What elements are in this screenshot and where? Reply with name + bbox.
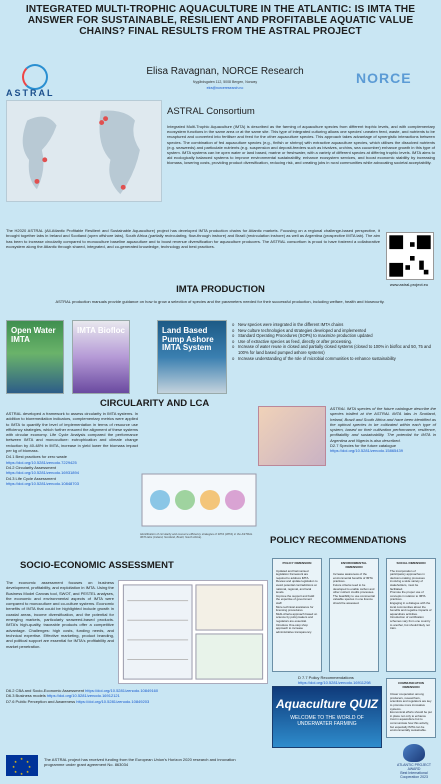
socio-deliverables bbox=[6, 688, 266, 704]
deliverable-label: D6.2 CBA and Socio-Economic Assessment bbox=[6, 688, 85, 693]
socio-text: The economic assessment focuses on business development, profitability, and exploitation in IMTA. Using the Business Model Canvas tool, SWOT, and PESTEL analyses, the economic and environmental aspects of IMTA were compared to monoculture and co-culture systems. Economic benefits of IMTA that could be highlighted include growth in coastal areas, income diversification, and the potential for emerging markets, particularly seaweed-based products. IMTA's high-quality, traceable products offer a competitive advantage. Challenges: high costs, funding needs, and technical expertise. Effective marketing, product branding, and political support are essential for IMTA's profitability and market penetration. bbox=[6, 580, 114, 649]
list-item: The feasibility to use commercial valuable species in one licence should be assessed. bbox=[333, 593, 375, 605]
environmental-dimension-card bbox=[329, 558, 379, 672]
business-model-canvas-figure bbox=[118, 580, 268, 684]
circularity-caption: Identification of circularity and resource efficiency strategies of IMTA (IMTA) in the ASTRAL IMTA labs (Ireland, Scotland, Brazil, South Africa). bbox=[140, 532, 253, 540]
deliverable-label: D4.2 Circularity Assessment bbox=[6, 464, 57, 470]
norce-logo-text: NORCE bbox=[356, 70, 412, 86]
funding-text: The ASTRAL project has received funding from the European Union's Horizon 2020 research and innovation programme under grant agreement No. 863034 bbox=[44, 757, 236, 768]
manual-title: Open Water IMTA bbox=[11, 326, 56, 344]
policy-deliverable bbox=[298, 675, 371, 686]
poster-title: INTEGRATED MULTI-TROPHIC AQUACULTURE IN THE ATLANTIC: IS IMTA THE ANSWER FOR SUSTAINABLE, RESILIENT AND PROFITABLE AQUATIC VALUE CHAINS? FINAL RESULTS FROM THE ASTRAL PROJECT bbox=[25, 4, 416, 37]
card-title: SOCIAL DIMENSION bbox=[396, 561, 426, 565]
species-deliverable: D2.7 Species for the future catalogue bbox=[330, 443, 397, 449]
imta-bullets bbox=[232, 322, 437, 361]
eu-flag-icon: ★ ★ ★ ★ ★ ★ ★ ★ bbox=[6, 755, 38, 776]
website-link[interactable]: www.astral-project.eu bbox=[389, 282, 429, 287]
list-item: Review and update legislation to avoid potential contradictions at national, regional, and local levels. bbox=[276, 579, 318, 595]
astral-logo bbox=[6, 62, 68, 96]
deliverable-link[interactable]: https://doi.org/10.5281/zenodo.10849160 bbox=[85, 688, 159, 693]
list-item: Increase awareness of the environmental benefits of IMTA practices. bbox=[333, 572, 373, 584]
aquaculture-quiz-banner[interactable] bbox=[272, 686, 382, 748]
list-item: Future criteria need to be developed to enable carbon and other nutrient credits processes. bbox=[333, 582, 375, 595]
deliverable-link[interactable]: https://doi.org/10.5281/zenodo.16912121 bbox=[46, 693, 120, 699]
list-item: Introduction of certification schemes vary from one country to another, but should likely not train. bbox=[390, 615, 431, 631]
award-caption: Best International Cooperation 2023 bbox=[400, 771, 428, 779]
list-item: o Increase of water reuse in closed and partially closed systems (closed to 100% in biofloc and 50, 75 and 100% for land based pumped ashore systems) bbox=[232, 344, 437, 355]
circularity-heading: CIRCULARITY AND LCA bbox=[100, 398, 210, 409]
list-item: Economical efforts should be put in place not only to enhance trust in aquaculture but to communicate how this activity, but especially IMTA can be environmentally sustainable. bbox=[390, 710, 432, 733]
astral-logo-icon bbox=[22, 64, 48, 90]
deliverable-link[interactable]: https://doi.org/10.5281/zenodo.10849203 bbox=[76, 698, 150, 704]
quiz-subtitle: WELCOME TO THE WORLD OF UNDERWATER FARMING bbox=[290, 715, 364, 727]
quiz-title: Aquaculture QUIZ bbox=[275, 697, 378, 711]
astral-logo-text: ASTRAL bbox=[6, 88, 55, 98]
deliverable-link[interactable]: https://doi.org/10.5281/zenodo.7229425 bbox=[6, 459, 77, 465]
consortium-heading: ASTRAL Consortium bbox=[167, 106, 255, 117]
deliverable-link[interactable]: https://doi.org/10.5281/zenodo.16911298 bbox=[298, 680, 371, 686]
card-title: COMMUNICATION DIMENSION bbox=[398, 681, 424, 689]
list-item: Multi-criteria approach based on science by policymakers and regulators are essential. bbox=[276, 611, 318, 623]
circularity-figure bbox=[140, 470, 258, 530]
award-name: ATLANTIC PROJECT AWARD bbox=[397, 763, 431, 771]
list-item: Introduce One-stop shop approach to increase administrative transparency. bbox=[276, 622, 312, 634]
manual-open-water[interactable] bbox=[6, 320, 64, 394]
deliverable-link[interactable]: https://doi.org/10.5281/zenodo.10848703 bbox=[6, 480, 79, 486]
imta-heading: IMTA PRODUCTION bbox=[176, 284, 265, 295]
socio-heading: SOCIO-ECONOMIC ASSESSMENT bbox=[20, 560, 174, 571]
deliverable-label: D4.3 Life Cycle Assessment bbox=[6, 475, 56, 481]
author-email[interactable]: elra@norceresearch.no bbox=[206, 86, 244, 90]
footer bbox=[6, 753, 256, 779]
consortium-text: Integrated Multi-Trophic Aquaculture (IMTA) is described as the farming of aquaculture species from different trophic levels, and with complementary ecosystem functions in the same area or at the same site. This type of integrated culturing allows one species' uneaten feed, waste, and nutrients to be recaptured and converted into fertiliser and feed for the other aquaculture species. This approach takes advantage of synergistic interactions between species. The combination of fed aquaculture species (e.g., finfish or shrimp) with extractive aquaculture species, which utilises the dissolved nutrients (e.g. seaweeds) and particulate nutrients (e.g. suspension and deposit-feeders such as bivalves, urchins, sea cucumber) enhance growth in this type of system. IMTA systems can be open water or land based, marine or freshwater, with a variety of different species at differing trophic levels. IMTA aims to aid ecologically balanced systems to improve environmental sustainability, enhance ecosystem services, and boost economic stability by increasing biomass, lowering costs, providing product diversification, reducing risk, and creating jobs in rural communities while advocating societal acceptability. bbox=[167, 124, 435, 166]
card-title: ENVIRONMENTAL DIMENSION bbox=[341, 561, 367, 569]
list-item: More technical assistance for licensing procedures. bbox=[276, 604, 314, 613]
list-item: Improve the support and build the expertise of government staff. bbox=[276, 593, 315, 605]
list-item: The incorporation of participatory approaches in decision-making processes involving a wide variety of stakeholders, must be facilitated. bbox=[390, 568, 425, 591]
species-catalogue-cover bbox=[258, 406, 326, 466]
manual-biofloc[interactable] bbox=[72, 320, 130, 394]
list-item: o Use of extractive species as feed, directly or after processing. bbox=[232, 339, 437, 345]
imta-subtitle: ASTRAL production manuals provide guidance on how to grow a selection of species and the parameters needed for their successful production, including welfare, health and biosecurity. bbox=[55, 299, 385, 304]
intro-text: The H2020 ASTRAL (All-Atlantic Profitable Resilient and Sustainable Aquaculture) project has developed IMTA production chains for Atlantic markets. Focusing on a regional challenge-based perspective, it brought together labs in Ireland and Scotland (open offshore labs), South Africa (partially recirculating, flow-through inshore) and Brazil (recirculation inshore) as well as Argentina (prospective IMTA lab). The aim has been to increase circularity compared to monoculture baseline aquaculture and to boost revenue diversification for aquaculture producers. The ASTRAL consortium is proud to have fostered a collaborative ecosystem along the Atlantic through shared, integrated, and co-generated knowledge, technology and best practices. bbox=[6, 228, 380, 249]
award-icon bbox=[403, 744, 425, 762]
deliverable-label: D7.6 Public Perception and Awareness bbox=[6, 698, 76, 704]
deliverable-label: D 7.7 Policy Recommendations bbox=[298, 675, 354, 680]
circularity-text: ASTRAL developed a framework to assess circularity in IMTA systems. In addition to bioremediation indicators, complementary metrics were applied to IMTA to quantify the level of implementation in terms of resource use efficiency strategies, which further ensured the alignment of these systems with circular economy. Life Cycle Analysis compared the performance between IMTA and monoculture: eutrophication and climate change reduction by 40-48% in IMTA, increase in yield lower the biomass impact per kg of biomass. bbox=[6, 411, 138, 454]
consortium-map bbox=[6, 100, 162, 202]
award-badge bbox=[392, 744, 436, 780]
author-address: Nygårdsgaten 112, 5008 Bergen, Norway bbox=[192, 80, 258, 84]
norce-logo bbox=[356, 70, 412, 86]
list-item: o New species were integrated in the different IMTA chains bbox=[232, 322, 437, 328]
manual-title: IMTA Bioflоc bbox=[77, 326, 125, 335]
communication-dimension-card bbox=[386, 678, 436, 738]
qr-code-icon[interactable] bbox=[386, 232, 434, 280]
species-block bbox=[330, 406, 436, 454]
list-item: o Standard Operating Procedures (SOPs) to maximize production updated bbox=[232, 333, 437, 339]
author-name: Elisa Ravagnan, NORCE Research bbox=[146, 66, 304, 77]
list-item: Engaging in a dialogue with the local communities about the benefits and negative impacts of aquaculture activities. bbox=[390, 600, 432, 616]
deliverable-label: D4.1 Best practices for zero waste bbox=[6, 454, 67, 460]
manual-title: Land Based Pump Ashore IMTA System bbox=[162, 326, 214, 352]
list-item: Updated and harmonised legislation framework are required to address IMTA. bbox=[276, 568, 310, 580]
manual-land-based[interactable] bbox=[157, 320, 227, 394]
social-dimension-card bbox=[386, 558, 436, 672]
deliverable-link[interactable]: https://doi.org/10.5281/zenodo.16931894 bbox=[6, 470, 79, 476]
card-title: POLICY DIMENSION bbox=[282, 561, 312, 565]
list-item: o New culture technologies and strategies developed and implemented bbox=[232, 328, 437, 334]
species-text: ASTRAL IMTA species of the future catalogue describe the species trialled at the ASTRAL IMTA labs in Scotland, Ireland, Brazil and South Africa and have been identified as the optimal species to be cultivated within each type of system, based on their cultivation performance, resilience, profitability and sustainability. The potential for IMTA in Argentina and Nigeria is also described. bbox=[330, 406, 436, 443]
policy-heading: POLICY RECOMMENDATIONS bbox=[270, 535, 407, 546]
list-item: Closer cooperation among producers, researchers, scientists and regulators are key to promote more innovative systems. bbox=[390, 692, 432, 711]
deliverable-label: D6.3 Business models bbox=[6, 693, 46, 699]
policy-dimension-card bbox=[272, 558, 322, 672]
list-item: Promote the proper use of concepts in relation to IMTA practices. bbox=[390, 590, 426, 602]
species-link[interactable]: https://doi.org/10.5281/zenodo.15865439 bbox=[330, 448, 403, 454]
list-item: o Increase understanding of the role of microbial communities to enhance sustainability bbox=[232, 356, 437, 362]
